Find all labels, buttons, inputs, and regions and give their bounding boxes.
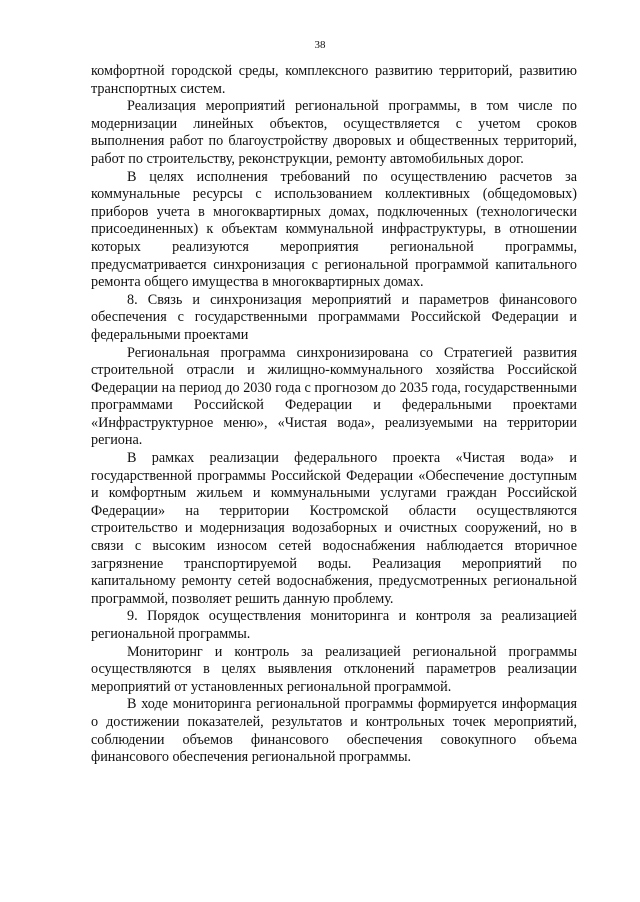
section-heading: 8. Связь и синхронизация мероприятий и параметров финансового обеспечения с государственными программами Российской Федерации и федеральными проектами (91, 291, 577, 343)
paragraph: В ходе мониторинга региональной программы формируется информация о достижении показателей, результатов и контрольных точек мероприятий, соблюдении объемов финансового обеспечения совокупного объема финансового обеспечения региональной программы. (91, 696, 577, 766)
paragraph: В рамках реализации федерального проекта «Чистая вода» и государственной программы Российской Федерации «Обеспечение доступным и комфортным жильем и коммунальными услугами граждан Российской Федерации» на территории Костромской области осуществляются строительство и модернизация водозаборных и очистных сооружений, но в связи с высоким износом сетей водоснабжения наблюдается вторичное загрязнение транспортируемой воды. Реализация мероприятий по капитальному ремонту сетей водоснабжения, предусмотренных региональной программой, позволяет решить данную проблему. (91, 450, 577, 607)
paragraph: В целях исполнения требований по осуществлению расчетов за коммунальные ресурсы с использованием коллективных (общедомовых) приборов учета в многоквартирных домах, подключенных (технологически присоединенных) к объектам коммунальной инфраструктуры, в отношении которых реализуются мероприятия региональной программы, предусматривается синхронизация с региональной программой капитального ремонта общего имущества в многоквартирных домах. (91, 168, 577, 291)
paragraph: комфортной городской среды, комплексного развитию территорий, развитию транспортных систем. (91, 63, 577, 97)
paragraph: Мониторинг и контроль за реализацией региональной программы осуществляются в целях выявления отклонений параметров реализации мероприятий от установленных региональной программой. (91, 643, 577, 695)
section-heading: 9. Порядок осуществления мониторинга и контроля за реализацией региональной программы. (91, 608, 577, 642)
paragraph: Реализация мероприятий региональной программы, в том числе по модернизации линейных объектов, осуществляется с учетом сроков выполнения работ по благоустройству дворовых и общественных территорий, работ по строительству, реконструкции, ремонту автомобильных дорог. (91, 98, 577, 167)
document-body (91, 63, 577, 767)
paragraph: Региональная программа синхронизирована со Стратегией развития строительной отрасли и жилищно-коммунального хозяйства Российской Федерации на период до 2030 года с прогнозом до 2035 года, государственными программами Российской Федерации и федеральными проектами «Инфраструктурное меню», «Чистая вода», реализуемыми на территории региона. (91, 344, 577, 449)
page-number: 38 (314, 39, 326, 51)
